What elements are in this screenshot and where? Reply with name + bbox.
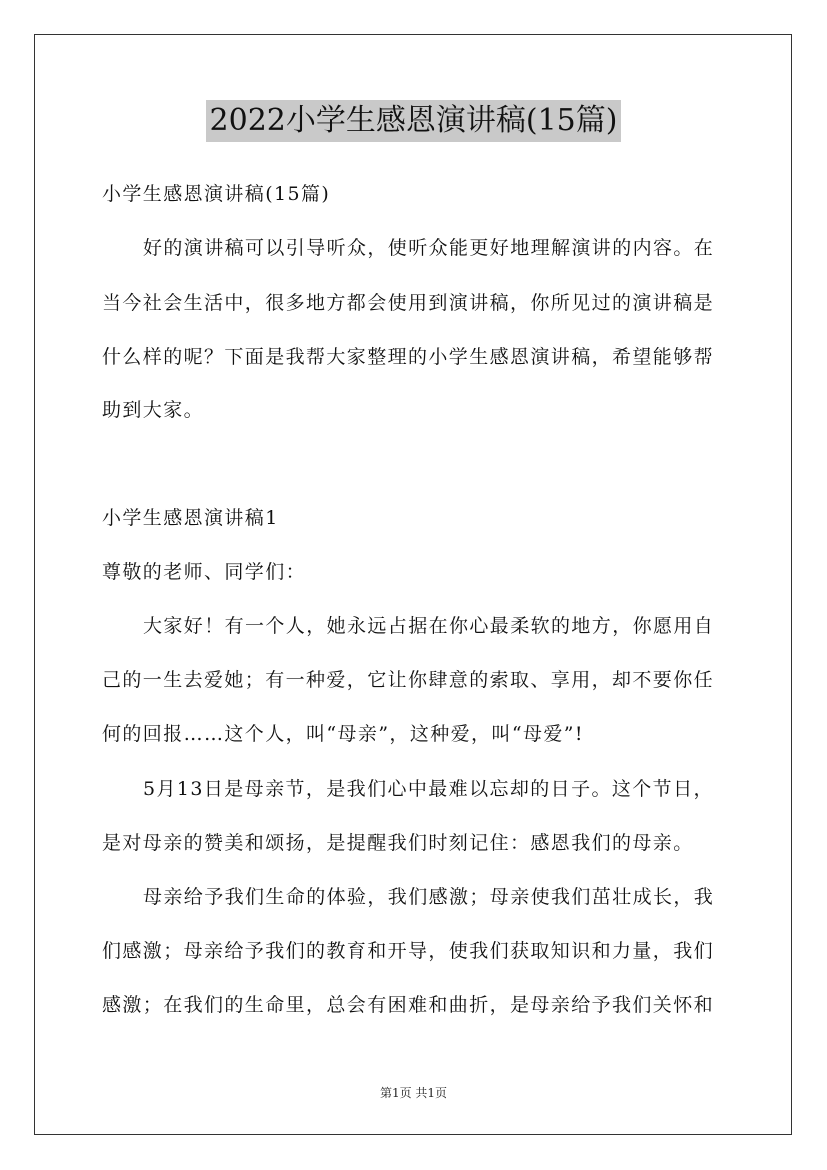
page-footer: 第1页 共1页 [379, 1086, 448, 1100]
subtitle: 小学生感恩演讲稿(15篇) [102, 183, 331, 205]
paragraph-line: 己的一生去爱她；有一种爱，它让你肆意的索取、享用，却不要你任 [102, 669, 715, 691]
paragraph-line: 何的回报……这个人，叫“母亲”，这种爱，叫“母爱”! [102, 723, 584, 745]
salutation: 尊敬的老师、同学们： [102, 561, 307, 583]
paragraph-line: 感激；在我们的生命里，总会有困难和曲折，是母亲给予我们关怀和 [102, 994, 715, 1016]
paragraph-line: 什么样的呢？下面是我帮大家整理的小学生感恩演讲稿，希望能够帮 [102, 346, 715, 368]
document-title: 2022小学生感恩演讲稿(15篇) [206, 100, 622, 142]
title-container [0, 100, 827, 142]
paragraph-line: 大家好！有一个人，她永远占据在你心最柔软的地方，你愿用自 [143, 615, 715, 637]
section-heading: 小学生感恩演讲稿1 [102, 507, 279, 529]
paragraph-line: 5月13日是母亲节，是我们心中最难以忘却的日子。这个节日， [143, 778, 714, 800]
paragraph-line: 母亲给予我们生命的体验，我们感激；母亲使我们茁壮成长，我 [143, 886, 715, 908]
paragraph-line: 是对母亲的赞美和颂扬，是提醒我们时刻记住：感恩我们的母亲。 [102, 832, 694, 854]
paragraph-line: 好的演讲稿可以引导听众，使听众能更好地理解演讲的内容。在 [143, 237, 715, 259]
paragraph-line: 当今社会生活中，很多地方都会使用到演讲稿，你所见过的演讲稿是 [102, 292, 715, 314]
paragraph-line: 助到大家。 [102, 399, 205, 421]
paragraph-line: 们感激；母亲给予我们的教育和开导，使我们获取知识和力量，我们 [102, 940, 715, 962]
